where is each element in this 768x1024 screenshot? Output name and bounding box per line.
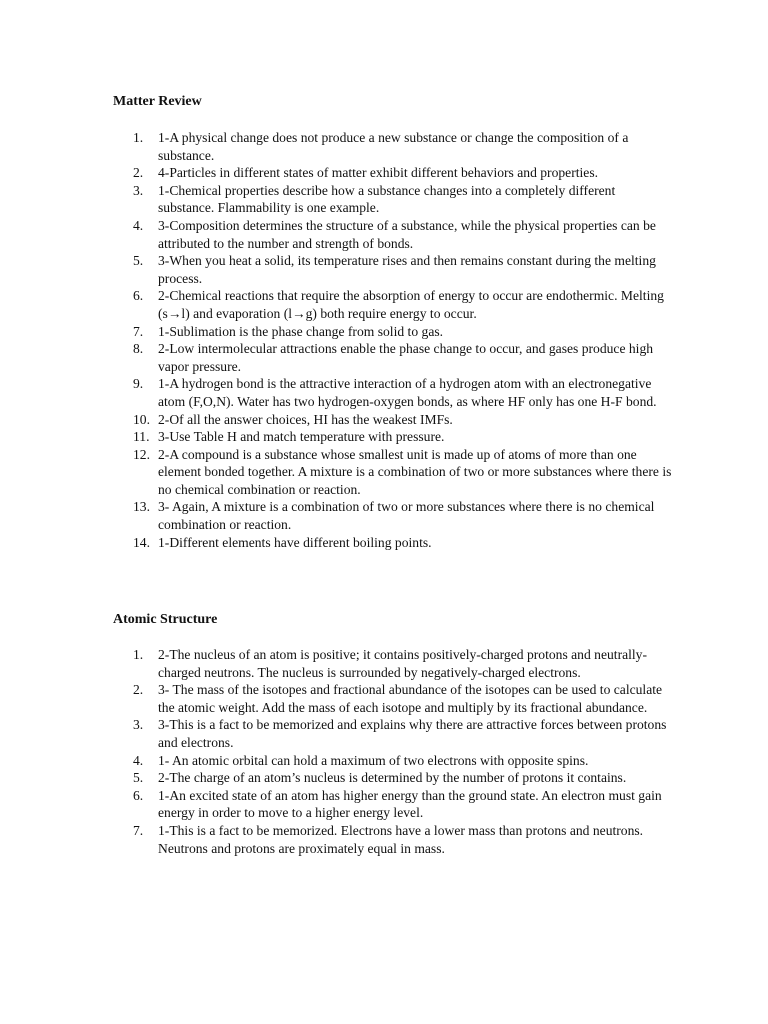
item-number: 7. [133, 323, 144, 339]
list-item [113, 252, 673, 287]
list-item [113, 340, 673, 375]
list-item [113, 428, 673, 446]
item-number: 7. [133, 822, 144, 838]
item-text: 3-Composition determines the structure of a substance, while the physical properties can be attributed to the number and strength of bonds. [158, 217, 656, 251]
atomic-structure-answer-list [113, 646, 673, 857]
list-item [113, 411, 673, 429]
section-heading-atomic-structure: Atomic Structure [113, 612, 218, 627]
item-text: 1-A physical change does not produce a new substance or change the composition of a substance. [158, 130, 629, 163]
list-item [113, 217, 673, 252]
item-number: 5. [133, 770, 144, 786]
item-number: 13. [133, 499, 150, 515]
list-item [113, 164, 673, 182]
list-item [113, 822, 673, 857]
list-item [113, 681, 673, 716]
item-number: 6. [133, 787, 144, 803]
item-text: 2-A compound is a substance whose smallest unit is made up of atoms of more than one element bonded together. A mixture is a combination of two or more substances where there is no chemical combination or reaction. [158, 446, 672, 497]
item-text: 1-An excited state of an atom has higher energy than the ground state. An electron must gain energy in order to move to a higher energy level. [158, 787, 662, 821]
list-item [113, 498, 673, 533]
list-item [113, 646, 673, 681]
item-number: 12. [133, 446, 150, 462]
item-text: 2-Chemical reactions that require the absorption of energy to occur are endothermic. Melting (s→l) and evaporation (l→g) both require energy to occur. [158, 288, 664, 321]
item-number: 4. [133, 217, 144, 233]
item-text: 1-Different elements have different boiling points. [158, 534, 432, 550]
item-text: 3- The mass of the isotopes and fractional abundance of the isotopes can be used to calculate the atomic weight. Add the mass of each isotope and multiply by its fractional abundance. [158, 682, 663, 715]
item-text: 3-When you heat a solid, its temperature rises and then remains constant during the melting process. [158, 253, 656, 286]
list-item [113, 752, 673, 770]
item-number: 9. [133, 376, 144, 392]
item-number: 1. [133, 130, 144, 145]
section-heading-matter-review: Matter Review [113, 94, 202, 109]
list-item [113, 787, 673, 822]
list-item [113, 129, 673, 164]
item-number: 5. [133, 253, 144, 269]
item-text: 1-This is a fact to be memorized. Electrons have a lower mass than protons and neutrons. Neutrons and protons are proximately equal in mass. [158, 822, 644, 856]
item-number: 4. [133, 752, 144, 768]
item-text: 1-A hydrogen bond is the attractive interaction of a hydrogen atom with an electronegative atom (F,O,N). Water has two hydrogen-oxygen bonds, as where HF only has one H-F bond. [158, 376, 657, 409]
item-text: 1-Chemical properties describe how a substance changes into a completely different substance. Flammability is one example. [158, 182, 616, 216]
list-item [113, 287, 673, 322]
list-item [113, 182, 673, 217]
list-item [113, 375, 673, 410]
item-text: 3-Use Table H and match temperature with pressure. [158, 429, 445, 445]
item-number: 2. [133, 682, 144, 698]
item-number: 6. [133, 288, 144, 304]
item-number: 11. [133, 429, 150, 445]
item-number: 2. [133, 165, 144, 181]
list-item [113, 446, 673, 499]
item-number: 3. [133, 182, 144, 198]
list-item [113, 534, 673, 552]
list-item [113, 769, 673, 787]
item-text: 2-Of all the answer choices, HI has the weakest IMFs. [158, 411, 453, 427]
item-number: 10. [133, 411, 150, 427]
item-number: 14. [133, 534, 150, 550]
item-text: 4-Particles in different states of matter exhibit different behaviors and properties. [158, 165, 599, 181]
item-text: 3-This is a fact to be memorized and explains why there are attractive forces between protons and electrons. [158, 717, 667, 750]
item-number: 8. [133, 341, 144, 357]
item-text: 1-Sublimation is the phase change from solid to gas. [158, 323, 444, 339]
item-text: 3- Again, A mixture is a combination of two or more substances where there is no chemical combination or reaction. [158, 499, 655, 533]
list-item [113, 716, 673, 751]
item-text: 2-The nucleus of an atom is positive; it contains positively-charged protons and neutrally-charged neutrons. The nucleus is surrounded by negatively-charged electrons. [158, 647, 648, 680]
item-text: 1- An atomic orbital can hold a maximum of two electrons with opposite spins. [158, 752, 589, 768]
item-number: 1. [133, 647, 144, 662]
item-text: 2-The charge of an atom’s nucleus is determined by the number of protons it contains. [158, 770, 627, 786]
item-text: 2-Low intermolecular attractions enable the phase change to occur, and gases produce high vapor pressure. [158, 341, 654, 374]
list-item [113, 323, 673, 341]
item-number: 3. [133, 717, 144, 733]
matter-review-answer-list [113, 129, 673, 551]
